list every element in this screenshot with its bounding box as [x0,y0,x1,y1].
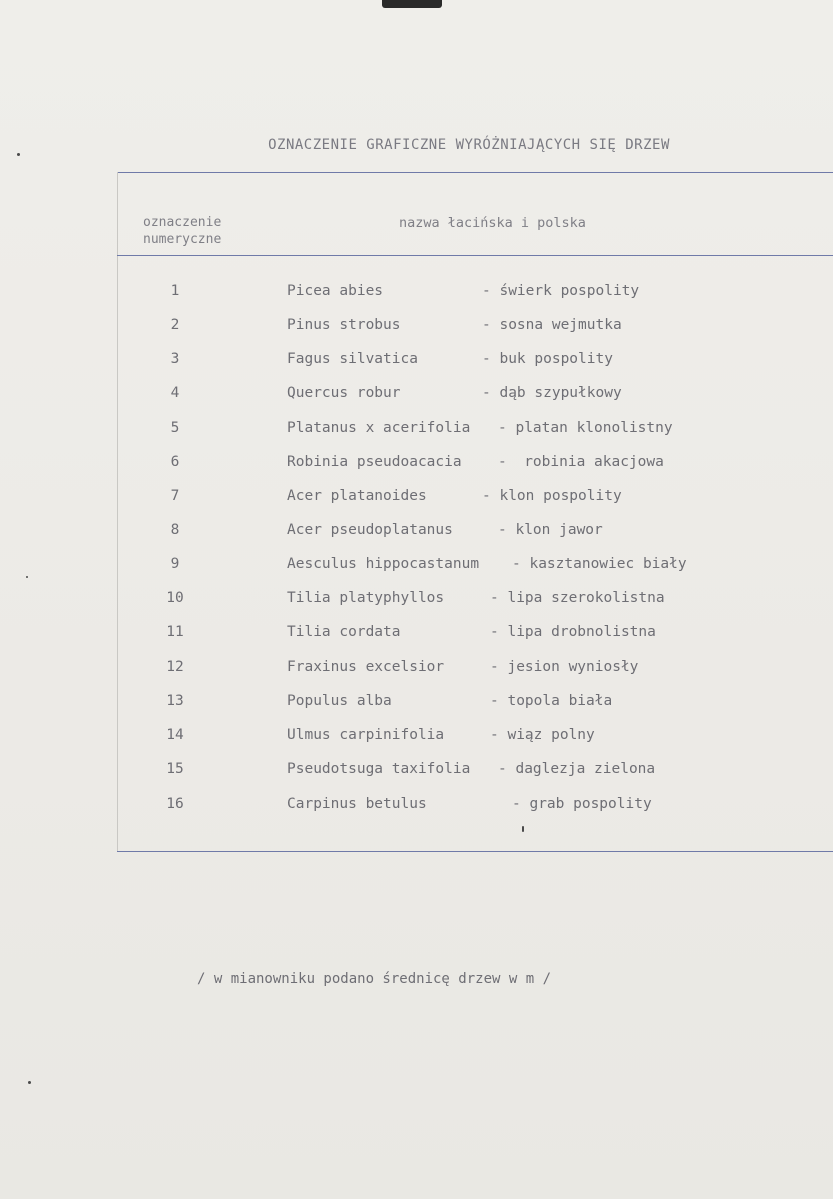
table-row [0,420,833,440]
row-number: 1 [170,283,180,299]
polish-name: - klon pospolity [482,488,622,504]
polish-name: - buk pospolity [482,351,613,367]
polish-name: - lipa drobnolistna [490,624,656,640]
polish-name: - daglezja zielona [498,761,656,777]
table-row [0,317,833,337]
row-number: 9 [170,556,180,572]
row-number: 12 [166,659,184,675]
latin-name: Acer pseudoplatanus [287,522,453,538]
binder-clip-mark [382,0,442,8]
table-row [0,488,833,508]
latin-name: Aesculus hippocastanum [287,556,480,572]
polish-name: - robinia akacjowa [498,454,664,470]
row-number: 8 [170,522,180,538]
row-number: 5 [170,420,180,436]
latin-name: Platanus x acerifolia [287,420,471,436]
row-number: 11 [166,624,184,640]
latin-name: Picea abies [287,283,384,299]
latin-name: Ulmus carpinifolia [287,727,445,743]
table-row [0,385,833,405]
polish-name: - jesion wyniosły [490,659,639,675]
polish-name: - wiąz polny [490,727,595,743]
table-row [0,522,833,542]
polish-name: - lipa szerokolistna [490,590,665,606]
polish-name: - sosna wejmutka [482,317,622,333]
latin-name: Fraxinus excelsior [287,659,445,675]
latin-name: Robinia pseudoacacia [287,454,462,470]
table-row [0,624,833,644]
header-name-label: nazwa łacińska i polska [399,215,586,231]
row-number: 16 [166,796,184,812]
row-number: 13 [166,693,184,709]
row-number: 14 [166,727,184,743]
footnote: / w mianowniku podano średnicę drzew w m / [197,971,552,987]
header-numeric-line2: numeryczne [143,232,222,247]
table-header-rule [117,255,833,256]
table-row [0,693,833,713]
row-number: 7 [170,488,180,504]
polish-name: - topola biała [490,693,613,709]
row-number: 3 [170,351,180,367]
polish-name: - platan klonolistny [498,420,673,436]
latin-name: Tilia cordata [287,624,401,640]
table-bottom-rule [117,851,833,852]
table-row [0,761,833,781]
latin-name: Tilia platyphyllos [287,590,445,606]
table-row [0,283,833,303]
paper-speck [26,576,28,578]
header-numeric-line1: oznaczenie [143,215,222,230]
row-number: 15 [166,761,184,777]
paper-speck [522,826,524,832]
paper-speck [28,1081,31,1084]
latin-name: Pseudotsuga taxifolia [287,761,471,777]
polish-name: - kasztanowiec biały [512,556,687,572]
latin-name: Fagus silvatica [287,351,418,367]
latin-name: Acer platanoides [287,488,427,504]
table-left-rule [117,172,118,851]
polish-name: - dąb szypułkowy [482,385,622,401]
table-row [0,454,833,474]
header-numeric-label [143,214,221,248]
polish-name: - grab pospolity [512,796,652,812]
table-top-rule [117,172,833,173]
latin-name: Quercus robur [287,385,401,401]
row-number: 4 [170,385,180,401]
row-number: 2 [170,317,180,333]
table-row [0,351,833,371]
polish-name: - klon jawor [498,522,603,538]
latin-name: Pinus strobus [287,317,401,333]
paper-speck [17,153,20,156]
latin-name: Carpinus betulus [287,796,427,812]
table-row [0,727,833,747]
latin-name: Populus alba [287,693,392,709]
table-row [0,659,833,679]
table-row [0,796,833,816]
polish-name: - świerk pospolity [482,283,640,299]
table-row [0,590,833,610]
row-number: 6 [170,454,180,470]
document-title: OZNACZENIE GRAFICZNE WYRÓŻNIAJĄCYCH SIĘ DRZEW [268,137,670,153]
row-number: 10 [166,590,184,606]
table-row [0,556,833,576]
